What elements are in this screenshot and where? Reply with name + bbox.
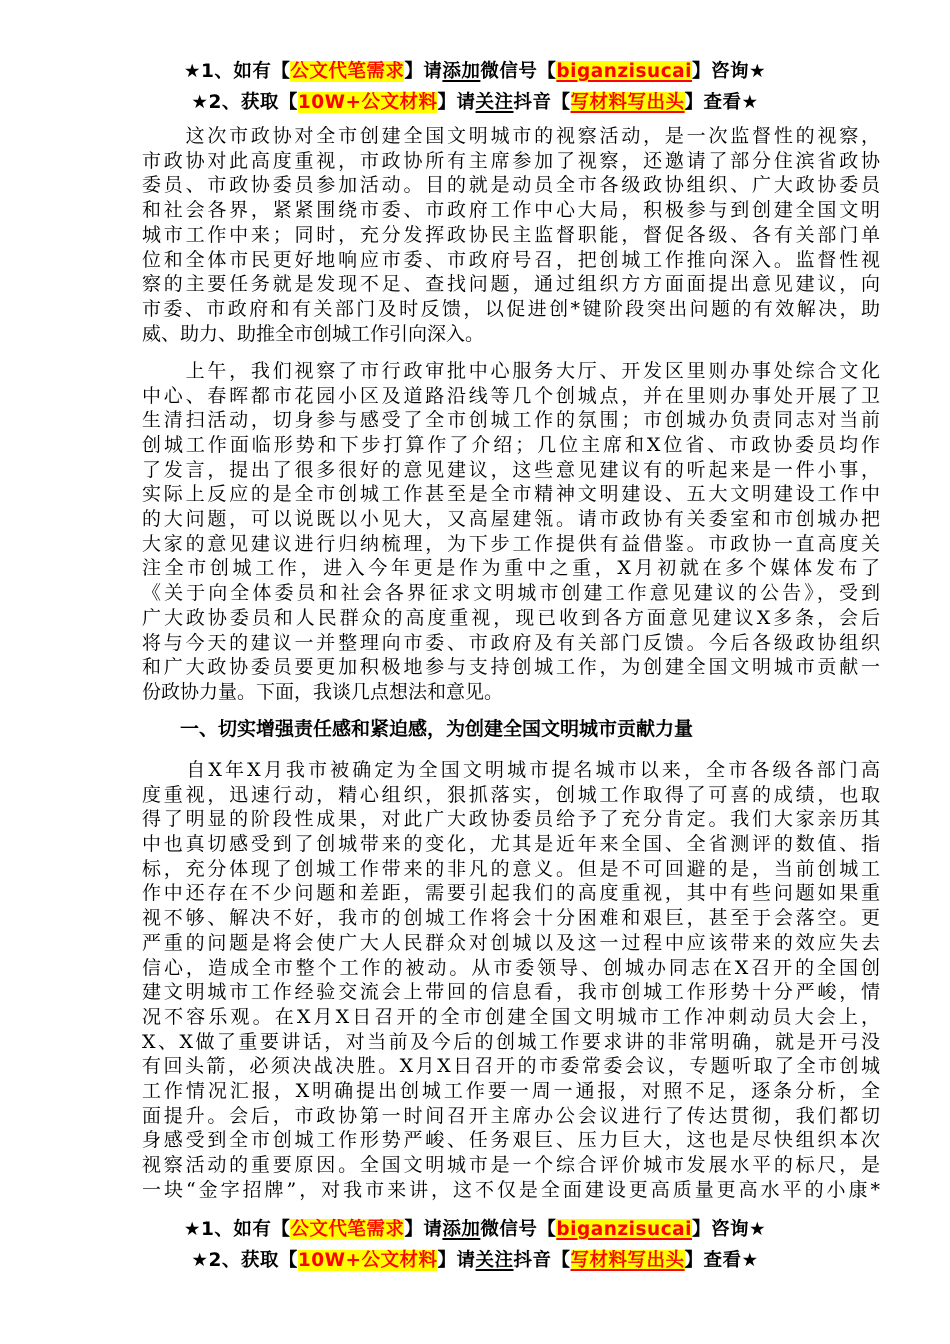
banner-text: 微信号【 bbox=[480, 61, 557, 82]
banner-text: 抖音【 bbox=[513, 92, 571, 113]
paragraph bbox=[142, 359, 880, 705]
text-line: 上午，我们视察了市行政审批中心服务大厅、开发区里则办事处综合文化 bbox=[142, 359, 880, 382]
highlighted-text: 公文代笔需求 bbox=[290, 1219, 405, 1240]
text-line: 察的主要任务就是发现不足、查找问题，通过组织方方面面提出意见建议，向 bbox=[142, 273, 880, 296]
text-line: 实际上反应的是全市创城工作甚至是全市精神文明建设、五大文明建设工作中 bbox=[142, 483, 880, 506]
banner-text: ★2、获取【 bbox=[191, 92, 298, 113]
banner-text: 】请 bbox=[437, 1250, 476, 1271]
text-line: 有回头箭，必须决战决胜。X月X日召开的市委常委会议，专题听取了全市创城 bbox=[142, 1055, 880, 1078]
text-line: 的大问题，可以说既以小见大，又高屋建瓴。请市政协有关委室和市创城办把 bbox=[142, 508, 880, 531]
text-line: 得了明显的阶段性成果，对此广大政协委员给予了充分肯定。我们大家亲历其 bbox=[142, 808, 880, 831]
highlighted-text: 10W+公文材料 bbox=[297, 1250, 438, 1271]
text-line: 自X年X月我市被确定为全国文明城市提名城市以来，全市各级各部门高 bbox=[142, 758, 880, 781]
promo-line bbox=[0, 87, 950, 118]
text-line: 城市工作中来；同时，充分发挥政协民主监督职能，督促各级、各有关部门单 bbox=[142, 223, 880, 246]
underlined-text: 关注 bbox=[475, 1250, 514, 1271]
text-line: 和社会各界，紧紧围绕市委、市政府工作中心大局，积极参与到创建全国文明 bbox=[142, 199, 880, 222]
document-body bbox=[142, 124, 880, 1215]
banner-text: 】查看★ bbox=[684, 1250, 759, 1271]
underlined-text: 关注 bbox=[475, 92, 514, 113]
highlighted-text: 公文代笔需求 bbox=[290, 61, 405, 82]
banner-text: ★1、如有【 bbox=[183, 61, 291, 82]
text-line: 这次市政协对全市创建全国文明城市的视察活动，是一次监督性的视察， bbox=[142, 125, 880, 147]
underlined-text: 添加 bbox=[442, 1219, 481, 1240]
text-line: 严重的问题是将会使广大人民群众对创城以及这一过程中应该带来的效应失去 bbox=[142, 931, 880, 954]
banner-text: 】查看★ bbox=[684, 92, 759, 113]
text-line: 标，充分体现了创城工作带来的非凡的意义。但是不可回避的是，当前创城工 bbox=[142, 857, 880, 880]
promo-banner-top bbox=[0, 56, 950, 118]
text-line: 和广大政协委员要更加积极地参与支持创城工作，为创建全国文明城市贡献一 bbox=[142, 656, 880, 679]
text-line: 《关于向全体委员和社会各界征求文明城市创建工作意见建议的公告》，受到 bbox=[142, 582, 880, 605]
highlighted-underlined-text: 写材料写出头 bbox=[570, 1250, 685, 1271]
text-line: 一、切实增强责任感和紧迫感，为创建全国文明城市贡献力量 bbox=[142, 718, 694, 741]
text-line: 度重视，迅速行动，精心组织，狠抓落实，创城工作取得了可喜的成绩，也取 bbox=[142, 783, 880, 806]
text-line: 委员、市政协委员参加活动。目的就是动员全市各级政协组织、广大政协委员 bbox=[142, 174, 880, 197]
section-heading bbox=[142, 717, 880, 742]
banner-text: 】请 bbox=[437, 92, 476, 113]
text-line: 注全市创城工作，进入今年更是作为重中之重，X月初就在多个媒体发布了 bbox=[142, 557, 880, 580]
text-line: 况不容乐观。在X月X日召开的全市创建全国文明城市工作冲刺动员大会上， bbox=[142, 1005, 880, 1028]
text-line: 作中还存在不少问题和差距，需要引起我们的高度重视，其中有些问题如果重 bbox=[142, 882, 880, 905]
promo-banner-bottom bbox=[0, 1214, 950, 1276]
text-line: 一块“金字招牌”，对我市来讲，这不仅是全面建设更高质量更高水平的小康* bbox=[142, 1178, 880, 1201]
text-line: 广大政协委员和人民群众的高度重视，现已收到各方面意见建议X多条，会后 bbox=[142, 606, 880, 629]
highlighted-underlined-text: 写材料写出头 bbox=[570, 92, 685, 113]
text-line: 视察活动的重要原因。全国文明城市是一个综合评价城市发展水平的标尺，是 bbox=[142, 1154, 880, 1177]
text-line: 身感受到全市创城工作形势严峻、任务艰巨、压力巨大，这也是尽快组织本次 bbox=[142, 1129, 880, 1152]
paragraph bbox=[142, 124, 880, 346]
text-line: 了发言，提出了很多很好的意见建议，这些意见建议有的听起来是一件小事， bbox=[142, 458, 880, 481]
text-line: 创城工作面临形势和下步打算作了介绍；几位主席和X位省、市政协委员均作 bbox=[142, 433, 880, 456]
banner-text: 】咨询★ bbox=[692, 1219, 767, 1240]
underlined-text: 添加 bbox=[442, 61, 481, 82]
promo-line bbox=[0, 56, 950, 87]
text-line: 信心，造成全市整个工作的被动。从市委领导、创城办同志在X召开的全国创 bbox=[142, 956, 880, 979]
highlighted-text: 10W+公文材料 bbox=[297, 92, 438, 113]
text-line: 建文明城市工作经验交流会上带回的信息看，我市创城工作形势十分严峻，情 bbox=[142, 981, 880, 1004]
text-line: X、X做了重要讲话，对当前及今后的创城工作要求讲的非常明确，就是开弓没 bbox=[142, 1030, 880, 1053]
highlighted-underlined-text: biganzisucai bbox=[556, 1219, 692, 1240]
banner-text: ★1、如有【 bbox=[183, 1219, 291, 1240]
text-line: 中心、春晖都市花园小区及道路沿线等几个创城点，并在里则办事处开展了卫 bbox=[142, 384, 880, 407]
text-line: 工作情况汇报，X明确提出创城工作要一周一通报，对照不足，逐条分析，全 bbox=[142, 1080, 880, 1103]
text-line: 视不够、解决不好，我市的创城工作将会十分困难和艰巨，甚至于会落空。更 bbox=[142, 907, 880, 930]
text-line: 市政协对此高度重视，市政协所有主席参加了视察，还邀请了部分住滨省政协 bbox=[142, 149, 880, 172]
promo-line bbox=[0, 1245, 950, 1276]
promo-line bbox=[0, 1214, 950, 1245]
text-line: 中也真切感受到了创城带来的变化，尤其是近年来全国、全省测评的数值、指 bbox=[142, 832, 880, 855]
banner-text: 微信号【 bbox=[480, 1219, 557, 1240]
text-line: 生清扫活动，切身参与感受了全市创城工作的氛围；市创城办负责同志对当前 bbox=[142, 409, 880, 432]
banner-text: 】请 bbox=[404, 1219, 443, 1240]
text-line: 市委、市政府和有关部门及时反馈，以促进创*键阶段突出问题的有效解决，助 bbox=[142, 297, 880, 320]
text-line: 面提升。会后，市政协第一时间召开主席办公会议进行了传达贯彻，我们都切 bbox=[142, 1104, 880, 1127]
text-line: 将与今天的建议一并整理向市委、市政府及有关部门反馈。今后各级政协组织 bbox=[142, 631, 880, 654]
paragraph bbox=[142, 758, 880, 1203]
banner-text: 抖音【 bbox=[513, 1250, 571, 1271]
text-line: 位和全体市民更好地响应市委、市政府号召，把创城工作推向深入。监督性视 bbox=[142, 248, 880, 271]
highlighted-underlined-text: biganzisucai bbox=[556, 61, 692, 82]
text-line: 威、助力、助推全市创城工作引向深入。 bbox=[142, 322, 485, 345]
text-line: 份政协力量。下面，我谈几点想法和意见。 bbox=[142, 680, 504, 703]
banner-text: 】请 bbox=[404, 61, 443, 82]
text-line: 大家的意见建议进行归纳梳理，为下步工作提供有益借鉴。市政协一直高度关 bbox=[142, 532, 880, 555]
banner-text: 】咨询★ bbox=[692, 61, 767, 82]
banner-text: ★2、获取【 bbox=[191, 1250, 298, 1271]
